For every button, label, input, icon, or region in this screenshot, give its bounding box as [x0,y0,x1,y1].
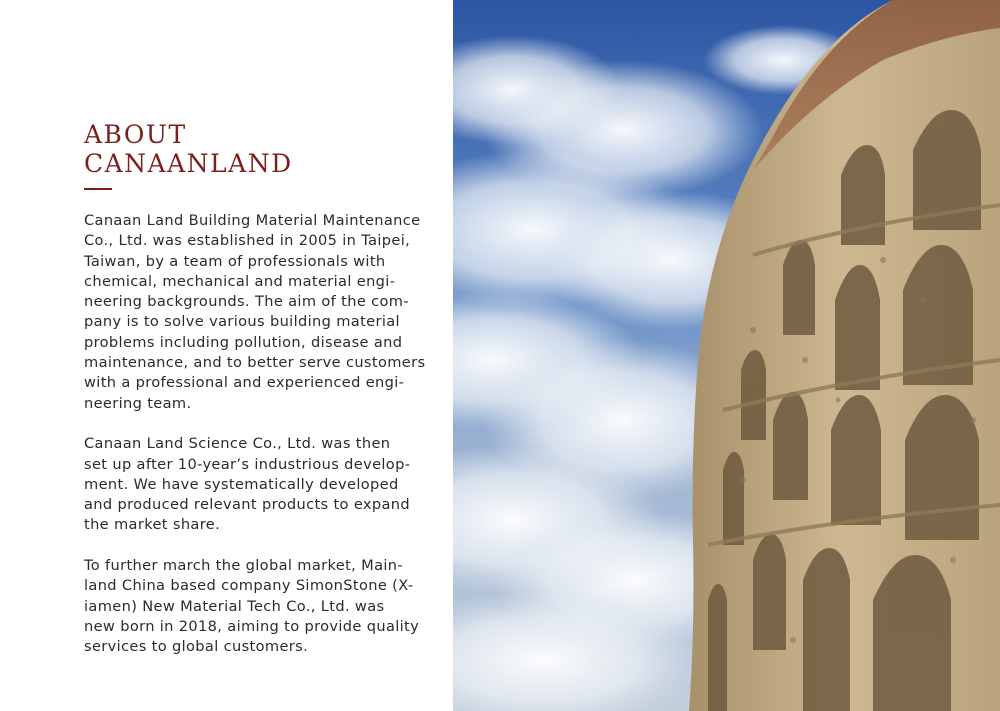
heading-underline [84,188,112,190]
text-line: with a professional and experienced engi- [84,374,405,392]
text-line: set up after 10-year’s industrious develop- [84,455,411,473]
text-line: Canaan Land Science Co., Ltd. was then [84,435,391,453]
heading-line-2: CANAANLAND [84,149,293,178]
text-line: neering backgrounds. The aim of the com- [84,293,409,311]
colosseum-photo [453,0,1000,711]
text-line: problems including pollution, disease and [84,333,403,351]
paragraph-global [84,556,429,657]
about-heading [84,120,293,178]
about-panel [0,0,453,711]
text-line: pany is to solve various building material [84,313,400,331]
text-line: To further march the global market, Main- [84,557,403,575]
text-line: Canaan Land Building Material Maintenance [84,212,421,229]
text-line: and produced relevant products to expand [84,496,411,514]
text-line: neering team. [84,394,192,412]
text-line: chemical, mechanical and material engi- [84,272,396,290]
text-line: ment. We have systematically developed [84,475,399,493]
text-line: Co., Ltd. was established in 2005 in Taipei, [84,232,411,250]
text-line: the market share. [84,516,221,534]
about-body [84,211,429,678]
heading-line-1: ABOUT [84,120,187,149]
paragraph-history [84,211,429,414]
paragraph-science [84,434,429,535]
text-line: land China based company SimonStone (X- [84,577,414,595]
text-line: services to global customers. [84,638,309,656]
text-line: iamen) New Material Tech Co., Ltd. was [84,597,385,615]
text-line: Taiwan, by a team of professionals with [84,252,386,270]
text-line: maintenance, and to better serve customers [84,354,426,372]
text-line: new born in 2018, aiming to provide quality [84,617,420,635]
colosseum-illustration [453,0,1000,711]
